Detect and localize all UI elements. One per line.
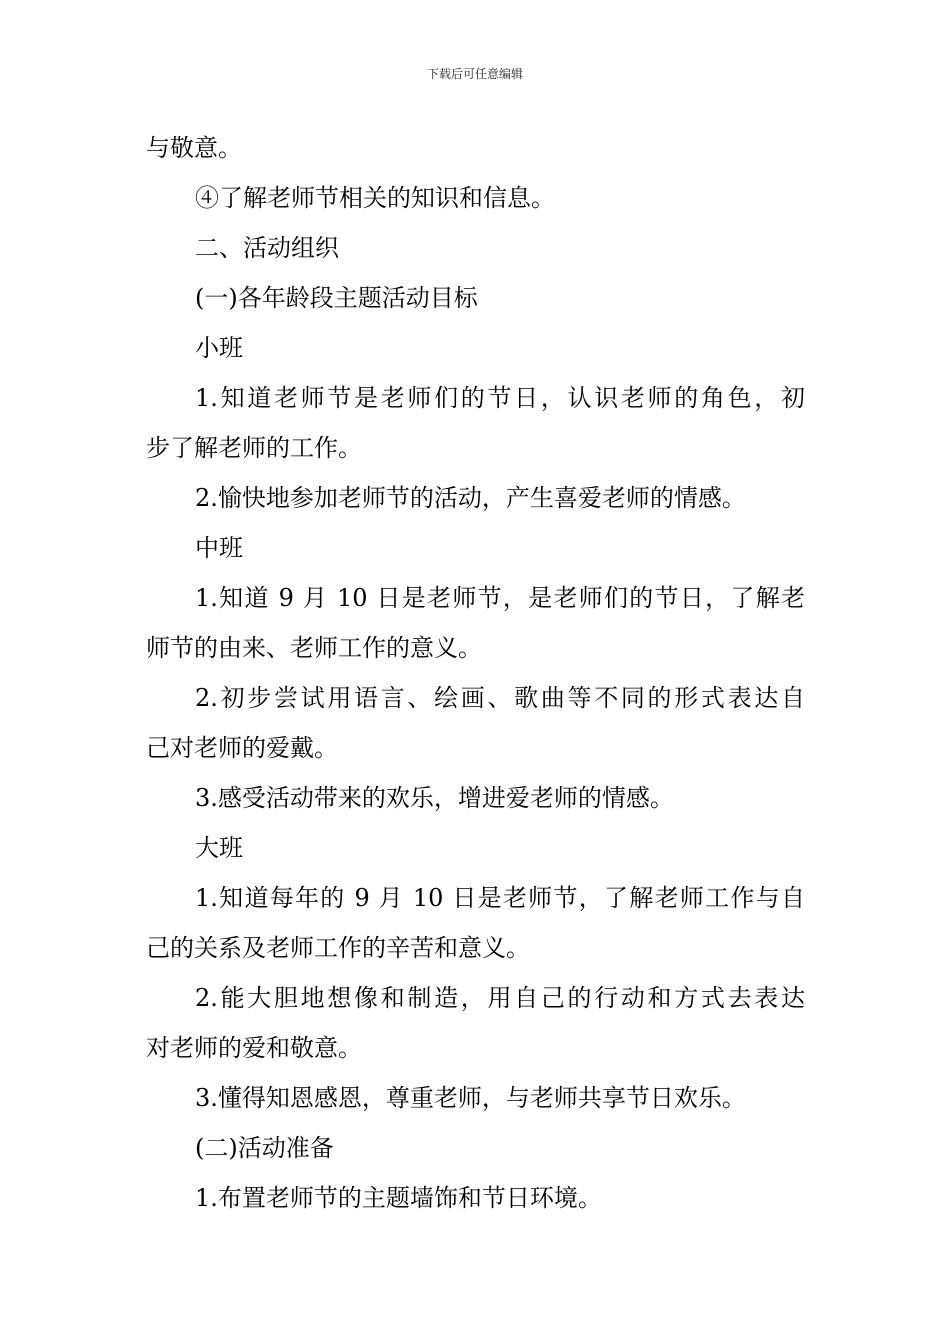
paragraph-line: 3.感受活动带来的欢乐，增进爱老师的情感。 bbox=[195, 784, 674, 812]
paragraph-line: 己对老师的爱戴。 bbox=[146, 734, 338, 762]
paragraph-line: 3.懂得知恩感恩，尊重老师，与老师共享节日欢乐。 bbox=[195, 1084, 746, 1112]
subsection-heading: (二)活动准备 bbox=[195, 1134, 334, 1162]
paragraph-line: ④了解老师节相关的知识和信息。 bbox=[195, 184, 555, 212]
paragraph-line: 步了解老师的工作。 bbox=[146, 434, 362, 462]
paragraph-line: 1.知道老师节是老师们的节日，认识老师的角色，初 bbox=[195, 384, 805, 412]
paragraph-line: 对老师的爱和敬意。 bbox=[146, 1034, 362, 1062]
class-heading-large: 大班 bbox=[195, 834, 243, 862]
page-header-note: 下载后可任意编辑 bbox=[426, 67, 523, 81]
section-heading: 二、活动组织 bbox=[195, 234, 339, 262]
paragraph-line: 1.知道每年的 9 月 10 日是老师节，了解老师工作与自 bbox=[195, 884, 805, 912]
subsection-heading: (一)各年龄段主题活动目标 bbox=[195, 284, 478, 312]
paragraph-line: 2.能大胆地想像和制造，用自己的行动和方式去表达 bbox=[195, 984, 805, 1012]
paragraph-line: 2.愉快地参加老师节的活动，产生喜爱老师的情感。 bbox=[195, 484, 746, 512]
paragraph-line: 师节的由来、老师工作的意义。 bbox=[146, 634, 482, 662]
paragraph-line: 1.布置老师节的主题墙饰和节日环境。 bbox=[195, 1184, 602, 1212]
class-heading-middle: 中班 bbox=[195, 534, 243, 562]
paragraph-line: 与敬意。 bbox=[146, 134, 242, 162]
paragraph-line: 2.初步尝试用语言、绘画、歌曲等不同的形式表达自 bbox=[195, 684, 805, 712]
paragraph-line: 己的关系及老师工作的辛苦和意义。 bbox=[146, 934, 530, 962]
class-heading-small: 小班 bbox=[195, 334, 243, 362]
paragraph-line: 1.知道 9 月 10 日是老师节，是老师们的节日，了解老 bbox=[195, 584, 805, 612]
